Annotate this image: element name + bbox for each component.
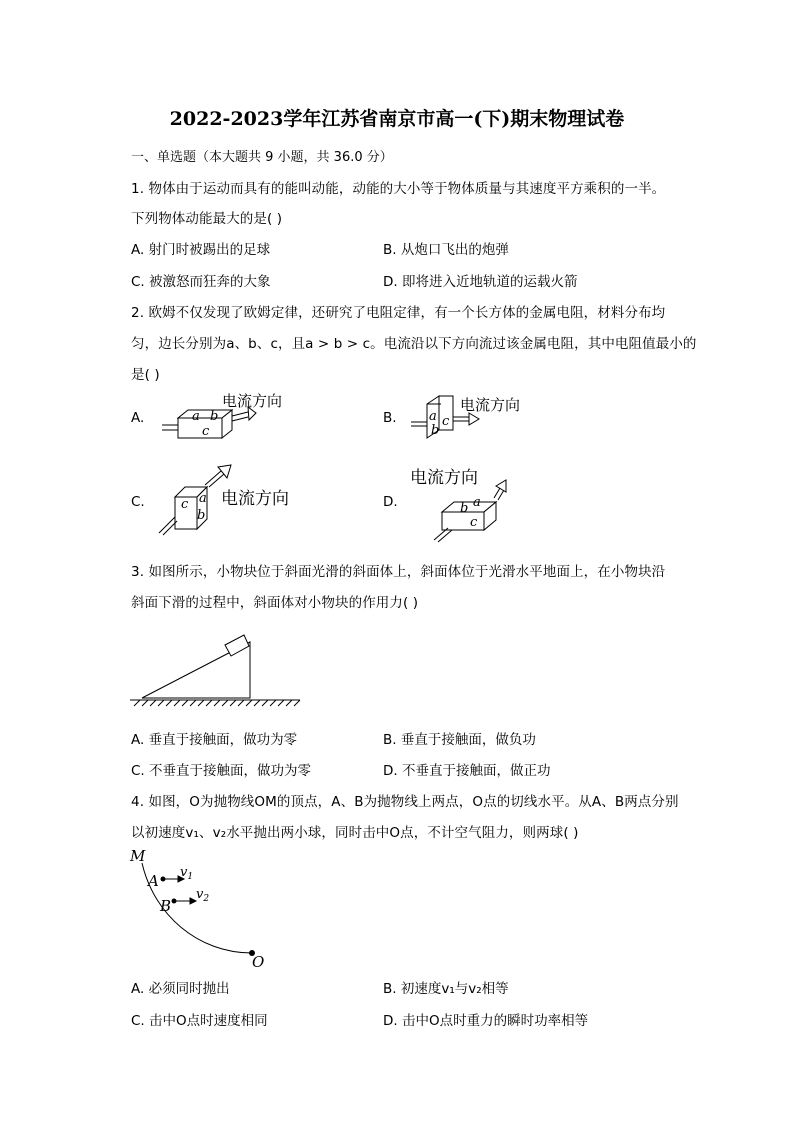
q2a-label-b: b [210, 409, 219, 424]
q4-option-c: C. 击中O点时速度相同 [131, 1013, 268, 1029]
q1-stem-line1: 1. 物体由于运动而具有的能叫动能，动能的大小等于物体质量与其速度平方乘积的一半。 [131, 181, 666, 197]
q3-option-d: D. 不垂直于接触面，做正功 [383, 763, 551, 779]
q1-stem-line2: 下列物体动能最大的是( ) [131, 211, 283, 227]
q4-parabola-figure [128, 845, 278, 970]
q2d-current-label: 电流方向 [410, 468, 478, 488]
q2-stem-line1: 2. 欧姆不仅发现了欧姆定律，还研究了电阻定律，有一个长方体的金属电阻，材料分布均 [131, 305, 666, 321]
q2-figure-a [160, 390, 300, 445]
q2-option-c-label: C. [131, 494, 145, 510]
q4-label-m: M [130, 847, 146, 865]
q1-option-d: D. 即将进入近地轨道的运载火箭 [383, 274, 578, 290]
q4-label-a: A [148, 872, 159, 890]
q2b-current-label: 电流方向 [460, 396, 521, 414]
q4-label-v1: $v_1$ [180, 865, 194, 882]
q3-incline-figure [128, 622, 308, 712]
q1-option-a: A. 射门时被踢出的足球 [131, 242, 271, 258]
q4-stem-line1: 4. 如图，O为抛物线OM的顶点，A、B为抛物线上两点，O点的切线水平。从A、B两点分别 [131, 794, 679, 810]
q4-stem-line2: 以初速度v₁、v₂水平抛出两小球，同时击中O点，不计空气阻力，则两球( ) [131, 825, 579, 841]
q2c-label-b: b [197, 508, 206, 523]
q2c-label-c: c [181, 497, 189, 512]
q2-option-b-label: B. [383, 410, 397, 426]
q3-option-c: C. 不垂直于接触面，做功为零 [131, 763, 312, 779]
q2b-label-b: b [431, 423, 440, 438]
q2-option-d-label: D. [383, 494, 398, 510]
q2d-label-c: c [470, 515, 478, 530]
section-heading: 一、单选题（本大题共 9 小题，共 36.0 分） [131, 150, 393, 165]
q2-figure-d [410, 466, 560, 546]
q4-label-o: O [252, 953, 265, 971]
q3-stem-line1: 3. 如图所示，小物块位于斜面光滑的斜面体上，斜面体位于光滑水平地面上，在小物块沿 [131, 564, 666, 580]
q2-stem-line3: 是( ) [131, 367, 160, 383]
q2b-label-c: c [442, 414, 450, 429]
q2c-label-a: a [199, 491, 207, 506]
q2c-current-label: 电流方向 [221, 489, 289, 509]
q2d-label-b: b [460, 501, 469, 516]
q4-label-v2: $v_2$ [196, 887, 210, 904]
q1-option-c: C. 被激怒而狂奔的大象 [131, 274, 271, 290]
q2a-current-label: 电流方向 [222, 392, 283, 410]
q2a-label-c: c [202, 424, 210, 439]
page-title: 2022-2023学年江苏省南京市高一(下)期末物理试卷 [169, 108, 625, 130]
q2-figure-b [405, 386, 555, 446]
q4-option-a: A. 必须同时抛出 [131, 981, 230, 997]
q2d-label-a: a [473, 495, 481, 510]
q3-option-b: B. 垂直于接触面，做负功 [383, 732, 536, 748]
q1-option-b: B. 从炮口飞出的炮弹 [383, 242, 509, 258]
q4-option-d: D. 击中O点时重力的瞬时功率相等 [383, 1013, 589, 1029]
q3-stem-line2: 斜面下滑的过程中，斜面体对小物块的作用力( ) [131, 595, 419, 611]
q2-option-a-label: A. [131, 410, 145, 426]
q4-label-b: B [160, 897, 172, 915]
q2a-label-a: a [192, 409, 200, 424]
q2b-label-a: a [429, 409, 437, 424]
q2-figure-c [145, 465, 305, 540]
q4-option-b: B. 初速度v₁与v₂相等 [383, 981, 509, 997]
q2-stem-line2: 匀，边长分别为a、b、c，且a > b > c。电流沿以下方向流过该金属电阻，其中电阻值最小的 [131, 336, 697, 352]
q3-option-a: A. 垂直于接触面，做功为零 [131, 732, 298, 748]
